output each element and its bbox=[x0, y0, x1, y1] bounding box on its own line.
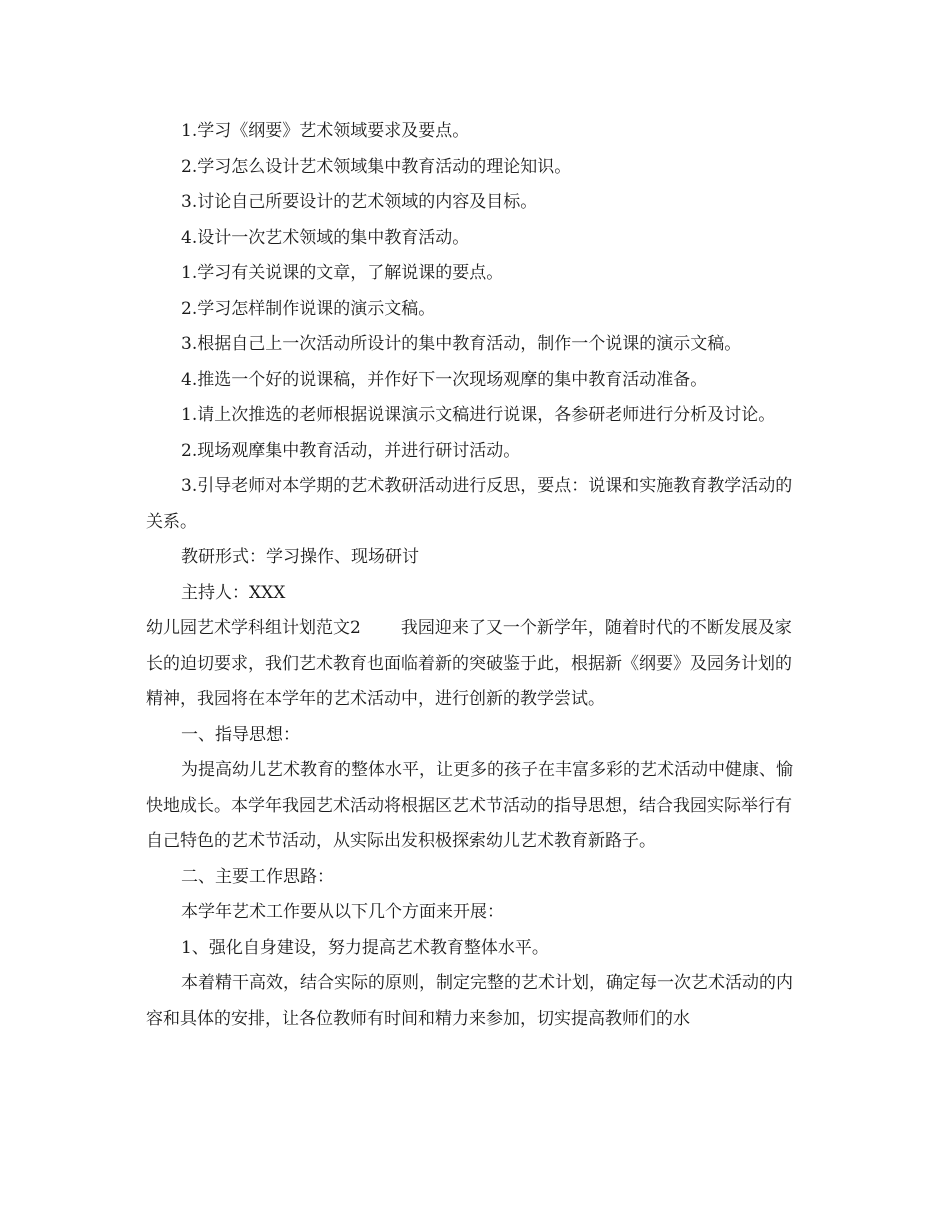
paragraph: 4.推选一个好的说课稿，并作好下一次现场观摩的集中教育活动准备。 bbox=[181, 369, 708, 390]
paragraph: 1.学习《纲要》艺术领域要求及要点。 bbox=[181, 121, 470, 141]
paragraph: 2.学习怎么设计艺术领域集中教育活动的理论知识。 bbox=[181, 156, 572, 177]
paragraph: 3.引导老师对本学期的艺术教研活动进行反思，要点：说课和实施教育教学活动的关系。 bbox=[146, 476, 793, 532]
paragraph: 2.现场观摩集中教育活动，并进行研讨活动。 bbox=[181, 440, 521, 461]
document-page bbox=[146, 114, 806, 1037]
paragraph: 教研形式：学习操作、现场研讨 bbox=[181, 547, 419, 567]
paragraph: 1、强化自身建设，努力提高艺术教育整体水平。 bbox=[181, 937, 549, 958]
paragraph: 2.学习怎样制作说课的演示文稿。 bbox=[181, 298, 436, 319]
paragraph: 本学年艺术工作要从以下几个方面来开展： bbox=[181, 902, 504, 922]
paragraph: 本着精干高效，结合实际的原则，制定完整的艺术计划，确定每一次艺术活动的内容和具体的安排，让各位教师有时间和精力来参加，切实提高教师们的水 bbox=[146, 973, 793, 1029]
paragraph: 3.讨论自己所要设计的艺术领域的内容及目标。 bbox=[181, 192, 538, 212]
paragraph: 1.请上次推选的老师根据说课演示文稿进行说课，各参研老师进行分析及讨论。 bbox=[181, 405, 776, 425]
paragraph: 1.学习有关说课的文章，了解说课的要点。 bbox=[181, 263, 504, 283]
section-intro: 我园迎来了又一个新学年，随着时代的不断发展及家长的迫切要求，我们艺术教育也面临着新的突破鉴于此，根据新《纲要》及园务计划的精神，我园将在本学年的艺术活动中，进行创新的教学尝试。 bbox=[146, 618, 792, 709]
section-paragraph bbox=[146, 611, 806, 718]
section-title: 幼儿园艺术学科组计划范文2 bbox=[146, 618, 361, 638]
paragraph: 一、指导思想： bbox=[181, 724, 300, 745]
paragraph: 二、主要工作思路： bbox=[181, 866, 334, 887]
paragraph: 3.根据自己上一次活动所设计的集中教育活动，制作一个说课的演示文稿。 bbox=[181, 334, 742, 354]
paragraph: 4.设计一次艺术领域的集中教育活动。 bbox=[181, 227, 470, 248]
paragraph: 主持人：XXX bbox=[181, 582, 286, 603]
paragraph: 为提高幼儿艺术教育的整体水平，让更多的孩子在丰富多彩的艺术活动中健康、愉快地成长。本学年我园艺术活动将根据区艺术节活动的指导思想，结合我园实际举行有自己特色的艺术节活动，从实际出发积极探索幼儿艺术教育新路子。 bbox=[146, 760, 793, 851]
